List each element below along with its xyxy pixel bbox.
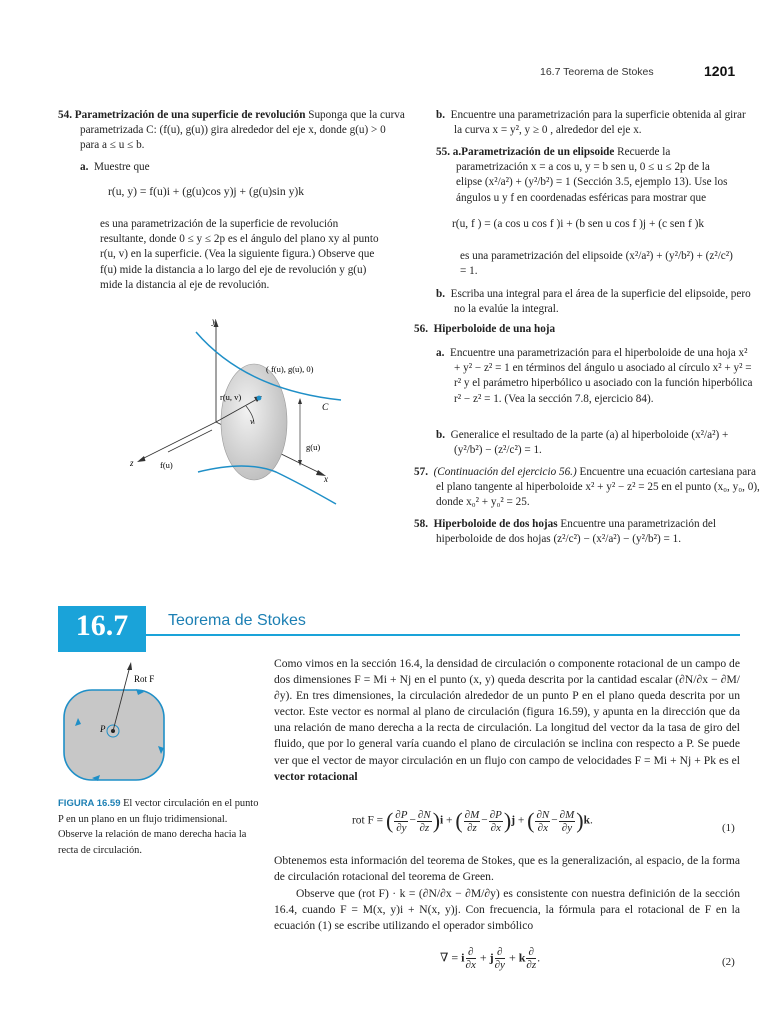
label-gu: g(u): [306, 442, 321, 452]
exercise-56b-text: Generalice el resultado de la parte (a) al hiperboloide (x²/a²) + (y²/b²) − (z²/c²) = 1.: [450, 429, 729, 457]
curl-term: vector rotacional: [274, 769, 358, 783]
section-title: Teorema de Stokes: [168, 612, 306, 629]
z-axis-arrow: [137, 456, 146, 462]
exercise-57-text: Encuentre una ecuación cartesiana para el plano tangente al hiperboloide x² + y² − z² = 25 en el punto (x₀, y₀, 0), donde x₀² + y₀² = 25.: [436, 466, 760, 509]
exercise-56: [414, 322, 555, 337]
equation-54: r(u, y) = f(u)i + (g(u)cos y)j + (g(u)sin y)k: [108, 185, 305, 198]
exercise-58: [414, 517, 762, 547]
label-v: v: [250, 416, 254, 426]
exercise-58-number: 58.: [414, 518, 428, 530]
exercise-56b-label: b.: [436, 429, 446, 441]
circulation-region: [64, 690, 164, 780]
exercise-56a: [436, 346, 756, 407]
exercise-56-number: 56.: [414, 323, 428, 335]
equation-1-lhs: rot F =: [352, 814, 384, 827]
paragraph-2: Obtenemos esta información del teorema de Stokes, que es la generalización, al espacio, de la forma de circulación rotacional del teorema de Green.: [274, 854, 740, 884]
equation-1-tag: (1): [722, 822, 735, 834]
rot-f-arrow: [127, 662, 132, 670]
section-rule: [146, 634, 740, 636]
paragraph-1-text: Como vimos en la sección 16.4, la densidad de circulación o componente rotacional de un campo de dos dimensiones F = Mi + Nj en el punto (x, y) queda descrita por la cantidad escalar (∂N/∂x − ∂M/∂y). En tres dimensiones, la circulación alrededor de un punto P en el plano queda descrita por un vector. Este vector es normal al plano de circulación (figura 16.59), y apunta en la dirección que da una relación de mano derecha a la recta de circulación. La longitud del vector da la tasa de giro del fluido, que por lo general varía cuando el plano de circulación se inclina con respecto a P. Se puede ver que el vector de mayor circulación en un flujo con campo de velocidades F = Mi + Nj + Pk es el: [274, 657, 740, 767]
exercise-55a-label: 55. a.: [436, 146, 462, 158]
paragraph-1: [274, 656, 740, 785]
exercise-55a: [436, 145, 738, 206]
exercise-54b: [436, 108, 756, 138]
label-p: P: [100, 724, 106, 734]
label-y: y: [212, 316, 216, 326]
exercise-56b: [436, 428, 756, 458]
exercise-54-intro: Suponga que la curva parametrizada C: (f(u), g(u)) gira alrededor del eje x, donde g(u) > 0 para a ≤ u ≤ b.: [80, 109, 405, 152]
surface-of-revolution-figure: [126, 312, 348, 508]
paragraph-3: Observe que (rot F) · k = (∂N/∂x − ∂M/∂y) es consistente con nuestra definición de la sección 16.4, cuando F = M(x, y)i + N(x, y)j. Con frecuencia, la fórmula para el rotacional de F en la ecuación (1) se escribe utilizando el operador simbólico: [274, 887, 740, 933]
exercise-57-continuation: (Continuación del ejercicio 56.): [433, 466, 577, 478]
label-x: x: [324, 474, 328, 484]
label-fu: f(u): [160, 460, 173, 470]
figure-caption-label: FIGURA 16.59: [58, 798, 121, 809]
exercise-54-number: 54.: [58, 109, 72, 121]
exercise-54-title: Parametrización de una superficie de revolución: [74, 109, 306, 121]
exercise-58-text: Encuentre una parametrización del hiperboloide de dos hojas (z²/c²) − (x²/a²) − (y²/b²) = 1.: [436, 518, 716, 546]
label-point: ( f(u), g(u), 0): [266, 364, 314, 374]
exercise-55a-text: Recuerde la parametrización x = a cos u, y = b sen u, 0 ≤ u ≤ 2p de la elipse (x²/a²) + (y²/b²) = 1 (Sección 3.5, ejemplo 13). Use los ángulos u y f en coordenadas esféricas para mostrar que: [456, 146, 728, 204]
label-c: C: [322, 403, 329, 413]
exercise-55b-text: Escriba una integral para el área de la superficie del elipsoide, pero no la evalúe la integral.: [450, 288, 751, 316]
exercise-54a-text: Muestre que: [93, 161, 150, 173]
surface-point: [257, 396, 262, 401]
circulation-vector-figure: [58, 660, 178, 788]
exercise-54a-label: a.: [80, 161, 89, 173]
exercise-56-title: Hiperboloide de una hoja: [433, 323, 556, 335]
page-number: 1201: [704, 63, 736, 79]
exercise-57: [414, 465, 762, 511]
exercise-55a-title: Parametrización de un elipsoide: [461, 146, 615, 158]
label-rot-f: Rot F: [134, 674, 155, 684]
equation-2-lhs: ∇ =: [440, 950, 462, 965]
running-header: 16.7 Teorema de Stokes: [540, 66, 654, 78]
exercise-54a: [80, 160, 150, 175]
equation-2: ∇ = i $\frac{\partial}{\partial x}$ + j $\frac{\partial}{\partial y}$ + k $\frac{\partial}{\partial z}$ .: [440, 946, 541, 971]
z-axis: [140, 422, 216, 460]
g-dimension-arrow-top: [298, 398, 302, 404]
figure-caption: [58, 796, 262, 858]
exercise-54b-text: Encuentre una parametrización para la superficie obtenida al girar la curva x = y², y ≥ 0 , alrededor del eje x.: [450, 109, 746, 137]
label-z: z: [130, 458, 134, 468]
label-r: r(u, v): [220, 392, 242, 402]
section-number: 16.7: [75, 609, 129, 642]
exercise-54b-label: b.: [436, 109, 446, 121]
exercise-56a-text: Encuentre una parametrización para el hiperboloide de una hoja x² + y² − z² = 1 en términos del ángulo u asociado al círculo x² + y² = r² y el parámetro hiperbólico u asociado con la función hiperbólica r² − z² = 1. (Vea la sección 7.8, ejercicio 84).: [449, 347, 753, 405]
equation-2-tag: (2): [722, 956, 735, 968]
exercise-55b-label: b.: [436, 288, 446, 300]
equation-55: r(u, f ) = (a cos u cos f )i + (b sen u cos f )j + (c sen f )k: [452, 218, 705, 230]
exercise-54: [58, 108, 406, 154]
figure-caption-text: El vector circulación en el punto P en un plano en un flujo tridimensional. Observe la relación de mano derecha hacia la recta de circulación.: [58, 798, 259, 856]
exercise-55b: [436, 287, 756, 317]
exercise-54a-continued: es una parametrización de la superficie de revolución resultante, donde 0 ≤ y ≤ 2p es el ángulo del plano xy al punto r(u, v) en la superficie. (Vea la siguiente figura.) Observe que f(u) mide la distancia a lo largo del eje de revolución y g(u) mide la distancia al eje de revolución.: [100, 218, 379, 291]
exercise-58-title: Hiperboloide de dos hojas: [433, 518, 558, 530]
f-dimension-line: [168, 430, 212, 452]
exercise-56a-label: a.: [436, 347, 445, 359]
exercise-55a-continued: es una parametrización del elipsoide (x²/a²) + (y²/b²) + (z²/c²) = 1.: [460, 250, 733, 278]
exercise-57-number: 57.: [414, 466, 428, 478]
equation-1: rot F = ( $\frac{\partial P}{\partial y}$ − $\frac{\partial N}{\partial z}$ )i + ( $\frac{\partial M}{\partial z}$ − $\frac{\partial P}{\partial x}$ )j + ( $\frac{\partial N}{\partial x}$ − $\frac{\partial M}{\partial y}$ )k.: [352, 808, 593, 834]
